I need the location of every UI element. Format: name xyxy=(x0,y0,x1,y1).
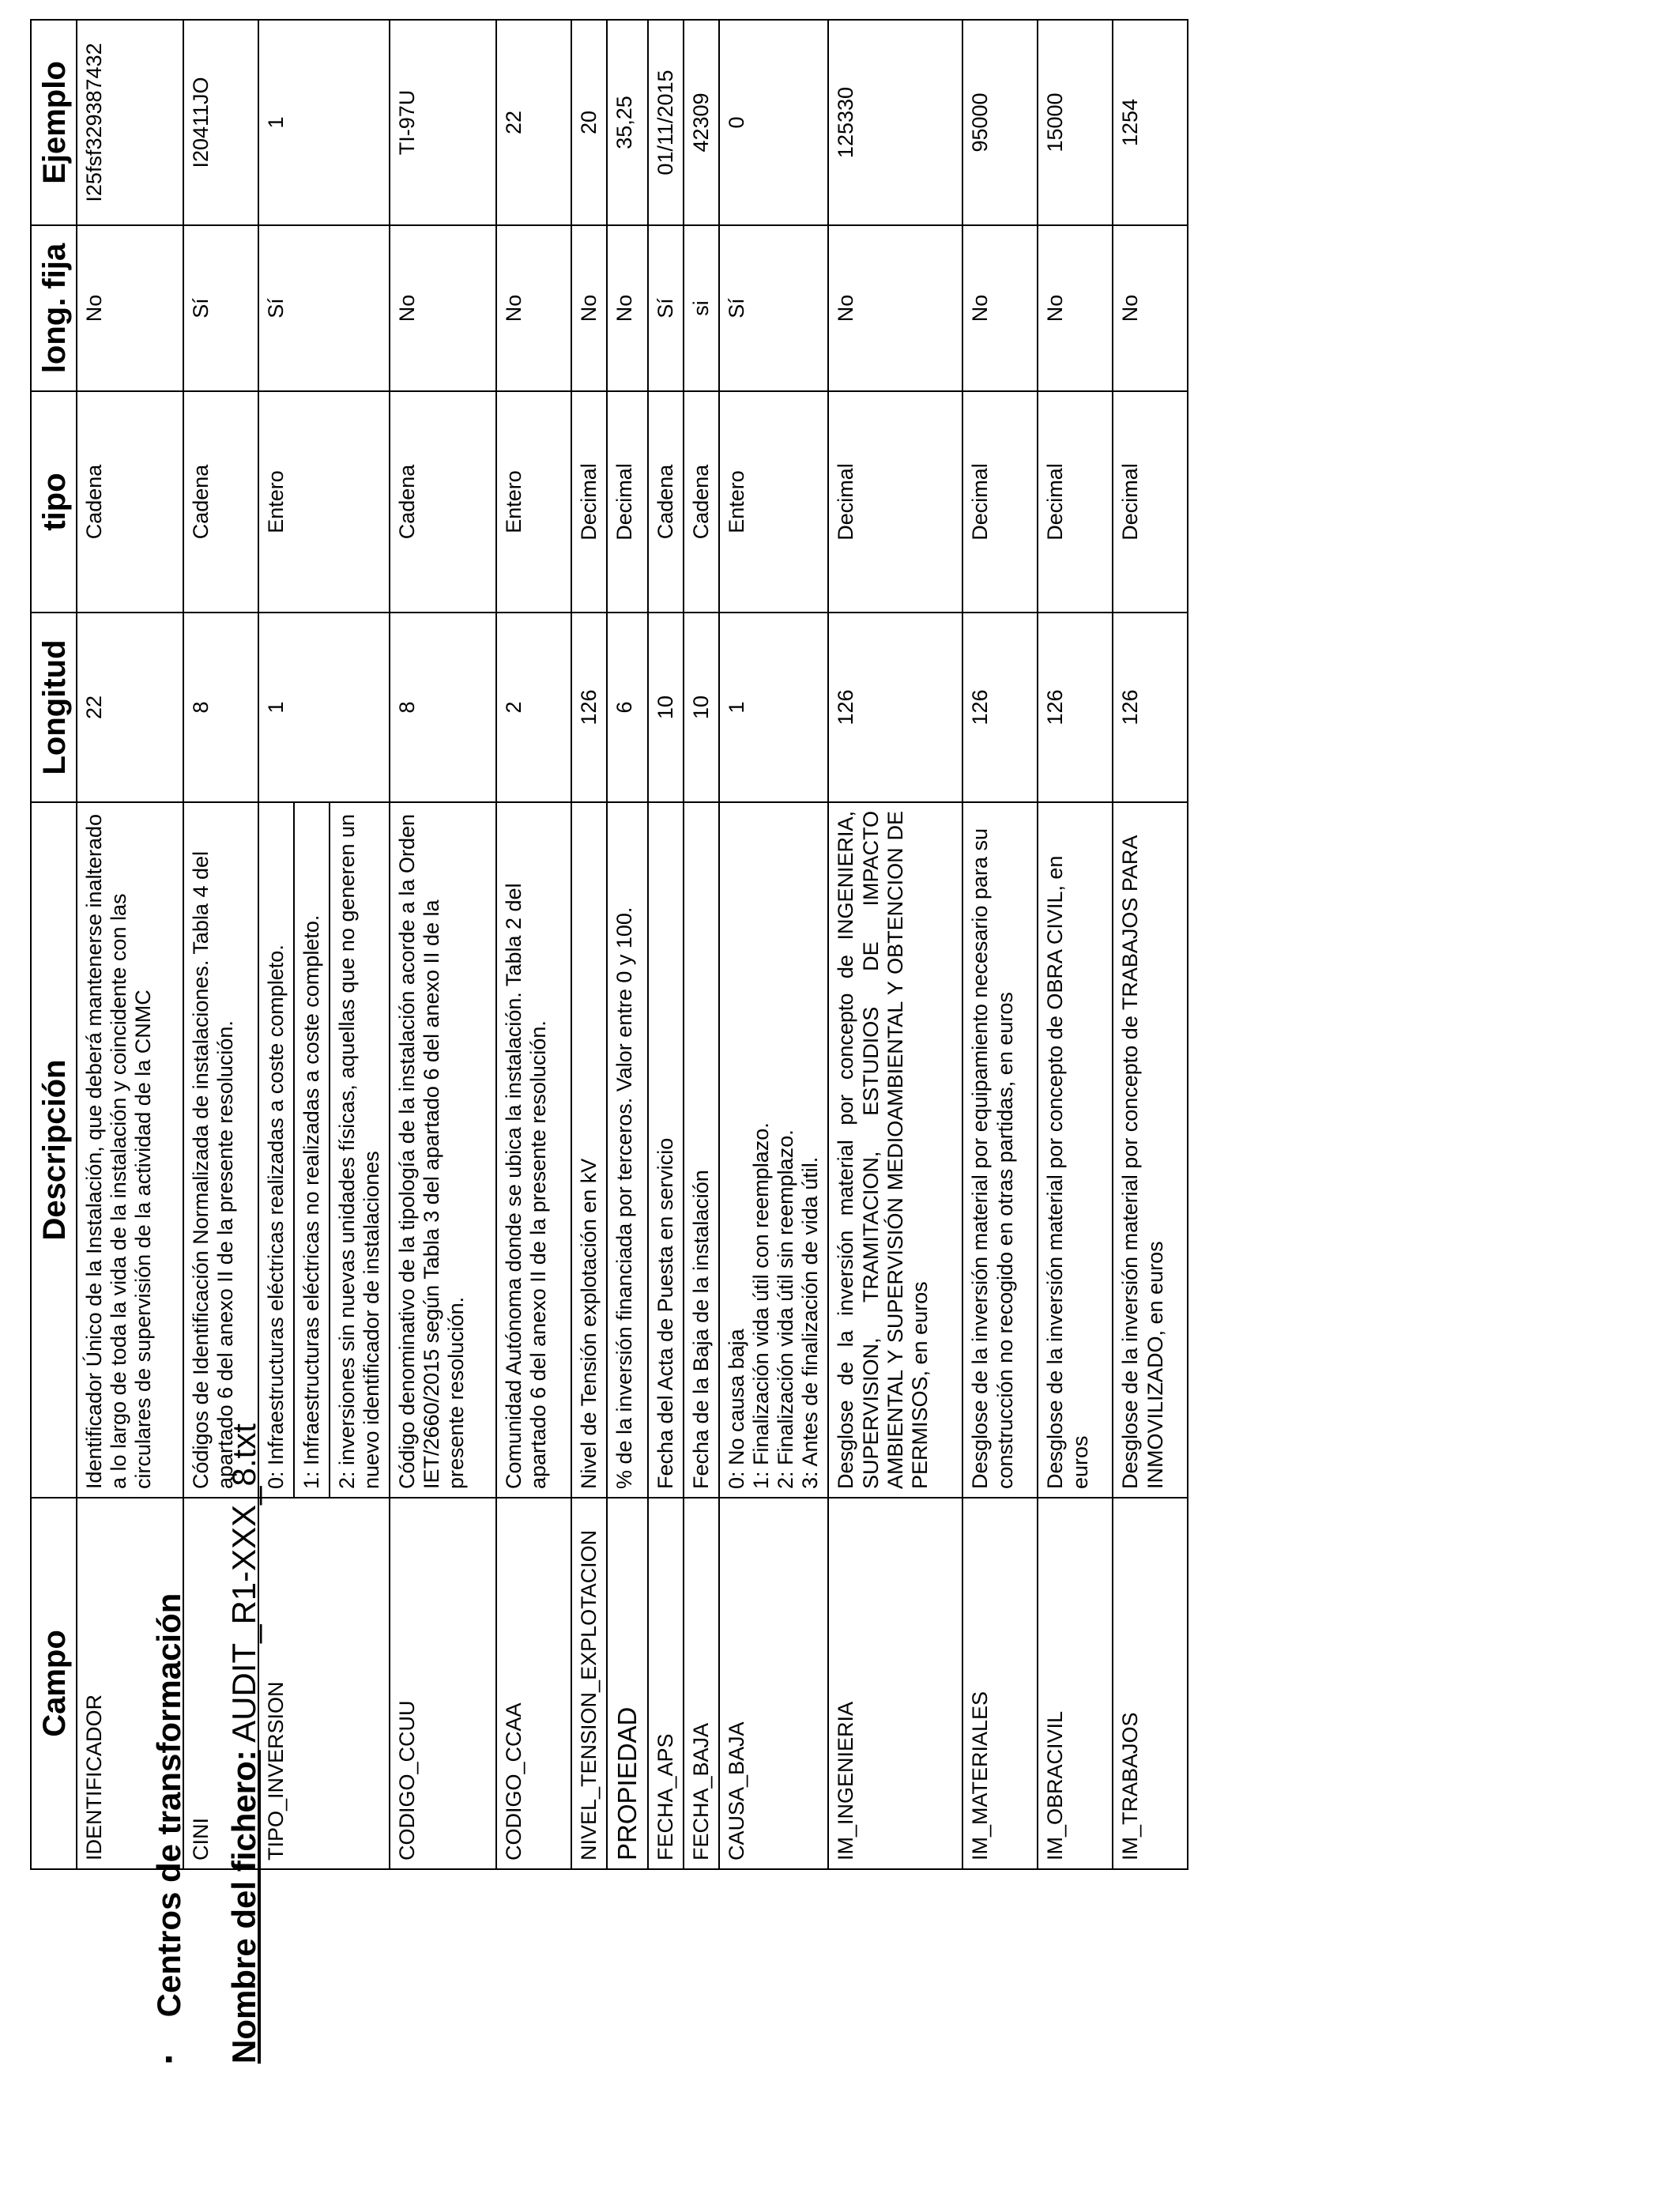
cell-long-fija: Sí xyxy=(183,225,258,391)
cell-longitud: 126 xyxy=(1038,613,1113,802)
table-row xyxy=(719,20,828,1869)
cell-campo: IM_TRABAJOS xyxy=(1113,1498,1188,1869)
cell-longitud: 1 xyxy=(258,613,390,802)
causa-baja-option: 1: Finalización vida útil con reemplazo. xyxy=(749,1122,774,1489)
cell-tipo: Decimal xyxy=(1113,391,1188,613)
cell-long-fija: No xyxy=(496,225,571,391)
cell-longitud: 8 xyxy=(183,613,258,802)
cell-longitud: 126 xyxy=(828,613,962,802)
cell-descripcion: Desglose de la inversión material por concepto de INGENIERIA, SUPERVISION, TRAMITACION, ESTUDIOS DE IMPACTO AMBIENTAL Y SUPERVISIÓN MEDIOAMBIENTAL Y OBTENCION DE PERMISOS, en euros xyxy=(828,802,962,1498)
cell-long-fija: No xyxy=(1038,225,1113,391)
cell-tipo: Cadena xyxy=(183,391,258,613)
cell-long-fija: si xyxy=(684,225,719,391)
causa-baja-option: 2: Finalización vida útil sin reemplazo. xyxy=(774,1129,798,1489)
cell-longitud: 126 xyxy=(571,613,607,802)
cell-descripcion: Nivel de Tensión explotación en kV xyxy=(571,802,607,1498)
cell-campo: IM_OBRACIVIL xyxy=(1038,1498,1113,1869)
cell-long-fija: No xyxy=(390,225,496,391)
cell-descripcion: Código denominativo de la tipología de la instalación acorde a la Orden IET/2660/2015 según Tabla 3 del apartado 6 del anexo II de la presente resolución. xyxy=(390,802,496,1498)
cell-long-fija: No xyxy=(77,225,183,391)
cell-longitud: 126 xyxy=(962,613,1038,802)
bullet-icon: ▪ xyxy=(156,2055,182,2064)
table-row xyxy=(183,20,258,1869)
cell-ejemplo: 35,25 xyxy=(607,20,648,225)
header-long-fija: long. fija xyxy=(31,225,77,391)
table-row xyxy=(648,20,684,1869)
cell-ejemplo: 0 xyxy=(719,20,828,225)
cell-longitud: 6 xyxy=(607,613,648,802)
cell-tipo: Entero xyxy=(258,391,390,613)
cell-descripcion: Desglose de la inversión material por equipamiento necesario para su construcción no recogido en otras partidas, en euros xyxy=(962,802,1038,1498)
cell-descripcion: 0: Infraestructuras eléctricas realizadas a coste completo. xyxy=(258,802,294,1498)
cell-tipo: Decimal xyxy=(1038,391,1113,613)
cell-long-fija: No xyxy=(1113,225,1188,391)
header-descripcion: Descripción xyxy=(31,802,77,1498)
cell-longitud: 8 xyxy=(390,613,496,802)
table-row xyxy=(77,20,183,1869)
cell-descripcion: Comunidad Autónoma donde se ubica la instalación. Tabla 2 del apartado 6 del anexo II de la presente resolución. xyxy=(496,802,571,1498)
cell-long-fija: Sí xyxy=(648,225,684,391)
cell-campo: CAUSA_BAJA xyxy=(719,1498,828,1869)
cell-longitud: 1 xyxy=(719,613,828,802)
cell-ejemplo: 42309 xyxy=(684,20,719,225)
table-row xyxy=(828,20,962,1869)
cell-ejemplo: 15000 xyxy=(1038,20,1113,225)
cell-descripcion xyxy=(719,802,828,1498)
cell-campo: CODIGO_CCAA xyxy=(496,1498,571,1869)
table-row xyxy=(1113,20,1188,1869)
cell-longitud: 22 xyxy=(77,613,183,802)
table-row xyxy=(258,20,294,1869)
fields-table xyxy=(30,19,1188,1870)
cell-campo: TIPO_INVERSION xyxy=(258,1498,390,1869)
cell-tipo: Cadena xyxy=(77,391,183,613)
cell-descripcion: 2: inversiones sin nuevas unidades físicas, aquellas que no generen un nuevo identificador de instalaciones xyxy=(330,802,390,1498)
cell-tipo: Entero xyxy=(496,391,571,613)
cell-campo: IM_INGENIERIA xyxy=(828,1498,962,1869)
cell-tipo: Decimal xyxy=(607,391,648,613)
cell-descripcion: Fecha del Acta de Puesta en servicio xyxy=(648,802,684,1498)
cell-ejemplo: 1254 xyxy=(1113,20,1188,225)
cell-campo: NIVEL_TENSION_EXPLOTACION xyxy=(571,1498,607,1869)
file-name-label: Nombre del fichero: xyxy=(225,1750,262,2064)
cell-tipo: Entero xyxy=(719,391,828,613)
cell-longitud: 10 xyxy=(684,613,719,802)
cell-campo: IM_MATERIALES xyxy=(962,1498,1038,1869)
table-header-row xyxy=(31,20,77,1869)
cell-longitud: 126 xyxy=(1113,613,1188,802)
causa-baja-option: 3: Antes de finalización de vida útil. xyxy=(798,1156,823,1489)
cell-long-fija: No xyxy=(607,225,648,391)
header-tipo: tipo xyxy=(31,391,77,613)
cell-ejemplo: 22 xyxy=(496,20,571,225)
cell-long-fija: Sí xyxy=(719,225,828,391)
cell-descripcion: Códigos de Identificación Normalizada de instalaciones. Tabla 4 del apartado 6 del anexo II de la presente resolución. xyxy=(183,802,258,1498)
table-row xyxy=(390,20,496,1869)
table-row xyxy=(962,20,1038,1869)
cell-descripcion: Identificador Único de la Instalación, que deberá mantenerse inalterado a lo largo de toda la vida de la instalación y coincidente con las circulares de supervisión de la actividad de la CNMC xyxy=(77,802,183,1498)
cell-ejemplo: I20411JO xyxy=(183,20,258,225)
cell-ejemplo: TI-97U xyxy=(390,20,496,225)
cell-long-fija: No xyxy=(571,225,607,391)
cell-descripcion: Desglose de la inversión material por concepto de TRABAJOS PARA INMOVILIZADO, en euros xyxy=(1113,802,1188,1498)
cell-tipo: Decimal xyxy=(828,391,962,613)
causa-baja-option: 0: No causa baja xyxy=(725,1329,749,1489)
cell-ejemplo: 1 xyxy=(258,20,390,225)
cell-long-fija: No xyxy=(962,225,1038,391)
cell-descripcion: % de la inversión financiada por terceros. Valor entre 0 y 100. xyxy=(607,802,648,1498)
cell-ejemplo: I25fsf329387432 xyxy=(77,20,183,225)
cell-ejemplo: 95000 xyxy=(962,20,1038,225)
section-title: Centros de transformación xyxy=(150,1593,187,2018)
table-row xyxy=(1038,20,1113,1869)
header-ejemplo: Ejemplo xyxy=(31,20,77,225)
table-row xyxy=(684,20,719,1869)
cell-tipo: Decimal xyxy=(571,391,607,613)
cell-tipo: Decimal xyxy=(962,391,1038,613)
cell-descripcion: Fecha de la Baja de la instalación xyxy=(684,802,719,1498)
cell-ejemplo: 20 xyxy=(571,20,607,225)
cell-tipo: Cadena xyxy=(390,391,496,613)
cell-campo: CINI xyxy=(183,1498,258,1869)
cell-longitud: 10 xyxy=(648,613,684,802)
table-row xyxy=(496,20,571,1869)
header-campo: Campo xyxy=(31,1498,77,1869)
cell-tipo: Cadena xyxy=(684,391,719,613)
header-longitud: Longitud xyxy=(31,613,77,802)
cell-campo: PROPIEDAD xyxy=(607,1498,648,1869)
cell-campo: FECHA_BAJA xyxy=(684,1498,719,1869)
file-name-value: AUDIT_R1-XXX_8.txt xyxy=(225,1423,262,1751)
cell-tipo: Cadena xyxy=(648,391,684,613)
cell-long-fija: Sí xyxy=(258,225,390,391)
cell-ejemplo: 125330 xyxy=(828,20,962,225)
cell-descripcion: 1: Infraestructuras eléctricas no realizadas a coste completo. xyxy=(294,802,330,1498)
table-row xyxy=(607,20,648,1869)
cell-descripcion: Desglose de la inversión material por concepto de OBRA CIVIL, en euros xyxy=(1038,802,1113,1498)
cell-campo: CODIGO_CCUU xyxy=(390,1498,496,1869)
cell-ejemplo: 01/11/2015 xyxy=(648,20,684,225)
cell-longitud: 2 xyxy=(496,613,571,802)
cell-campo: FECHA_APS xyxy=(648,1498,684,1869)
cell-campo: IDENTIFICADOR xyxy=(77,1498,183,1869)
table-row xyxy=(571,20,607,1869)
cell-long-fija: No xyxy=(828,225,962,391)
